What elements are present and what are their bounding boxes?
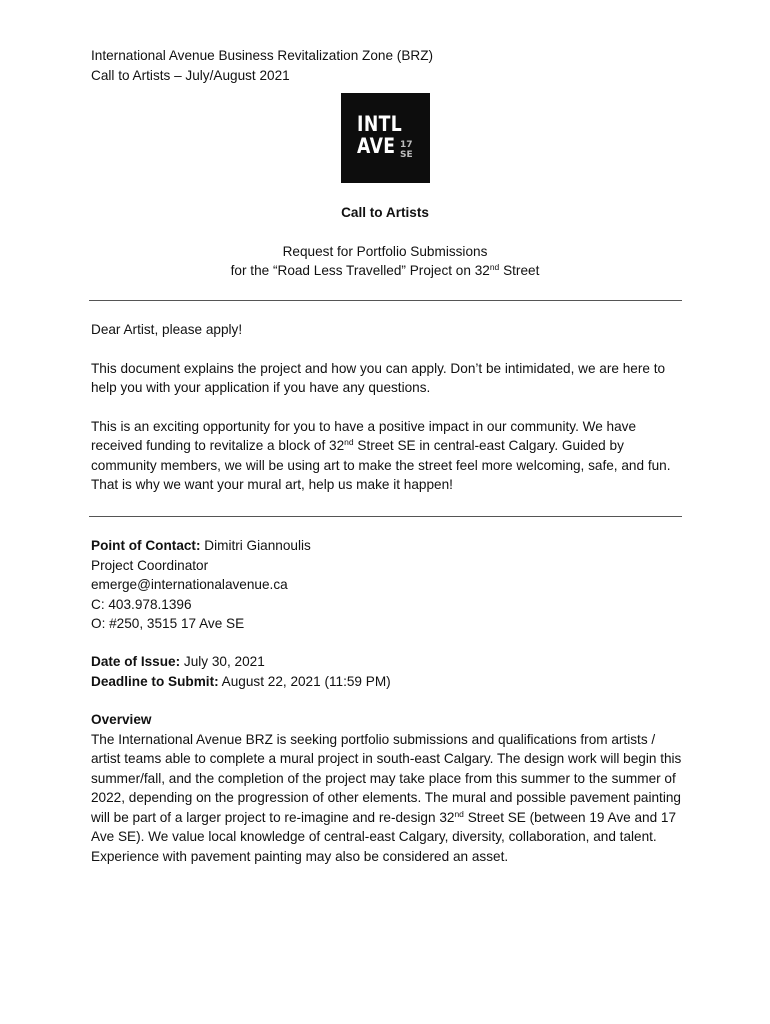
contact-name-line: Point of Contact: Dimitri Giannoulis <box>91 538 311 553</box>
logo-text-line1: INTL <box>357 112 403 136</box>
title-heading: Call to Artists <box>341 205 429 220</box>
overview-heading: Overview <box>91 712 152 727</box>
header-line-call: Call to Artists – July/August 2021 <box>91 67 290 83</box>
deadline-line: Deadline to Submit: August 22, 2021 (11:59 PM) <box>91 673 391 689</box>
logo-small-line1: 17 <box>400 140 413 150</box>
intl-ave-logo <box>341 93 430 183</box>
title-block <box>89 203 681 281</box>
dates-section <box>91 652 683 691</box>
title-sub2: for the “Road Less Travelled” Project on 32nd Street <box>230 262 540 278</box>
contact-cell: C: 403.978.1396 <box>91 596 192 612</box>
logo-small-line2: SE <box>400 150 413 160</box>
document-header <box>91 46 683 85</box>
contact-email: emerge@internationalavenue.ca <box>91 577 288 592</box>
contact-role: Project Coordinator <box>91 557 209 573</box>
logo-text-line2: AVE <box>357 134 396 158</box>
contact-section <box>91 536 683 634</box>
intro-section <box>91 320 683 495</box>
contact-office: O: #250, 3515 17 Ave SE <box>91 616 245 631</box>
overview-section <box>91 710 683 866</box>
divider-top <box>89 300 682 301</box>
intro-paragraph-2: This is an exciting opportunity for you to have a positive impact in our community. We have received funding to revitalize a block of 32nd Street SE in central-east Calgary. Guided by community members, we will be using art to make the street feel more welcoming, safe, and fun. That is why we want your mural art, help us make it happen! <box>91 418 671 492</box>
greeting: Dear Artist, please apply! <box>91 322 243 337</box>
overview-text: The International Avenue BRZ is seeking portfolio submissions and qualifications from artists / artist teams able to complete a mural project in south-east Calgary. The design work will begin this summer/fall, and the completion of the project may take place from this summer to the summer of 2022, depending on the progression of other elements. The mural and possible pavement painting will be part of a larger project to re-imagine and re-design 32nd Street SE (between 19 Ave and 17 Ave SE). We value local knowledge of central-east Calgary, diversity, collaboration, and talent. Experience with pavement painting may also be considered an asset. <box>91 731 682 864</box>
intro-paragraph-1: This document explains the project and how you can apply. Don’t be intimidated, we are here to help you with your application if you have any questions. <box>91 360 666 395</box>
divider-middle <box>89 516 682 517</box>
header-line-organization: International Avenue Business Revitalization Zone (BRZ) <box>91 48 434 63</box>
title-sub1: Request for Portfolio Submissions <box>282 243 488 259</box>
issue-date-line: Date of Issue: July 30, 2021 <box>91 654 265 669</box>
